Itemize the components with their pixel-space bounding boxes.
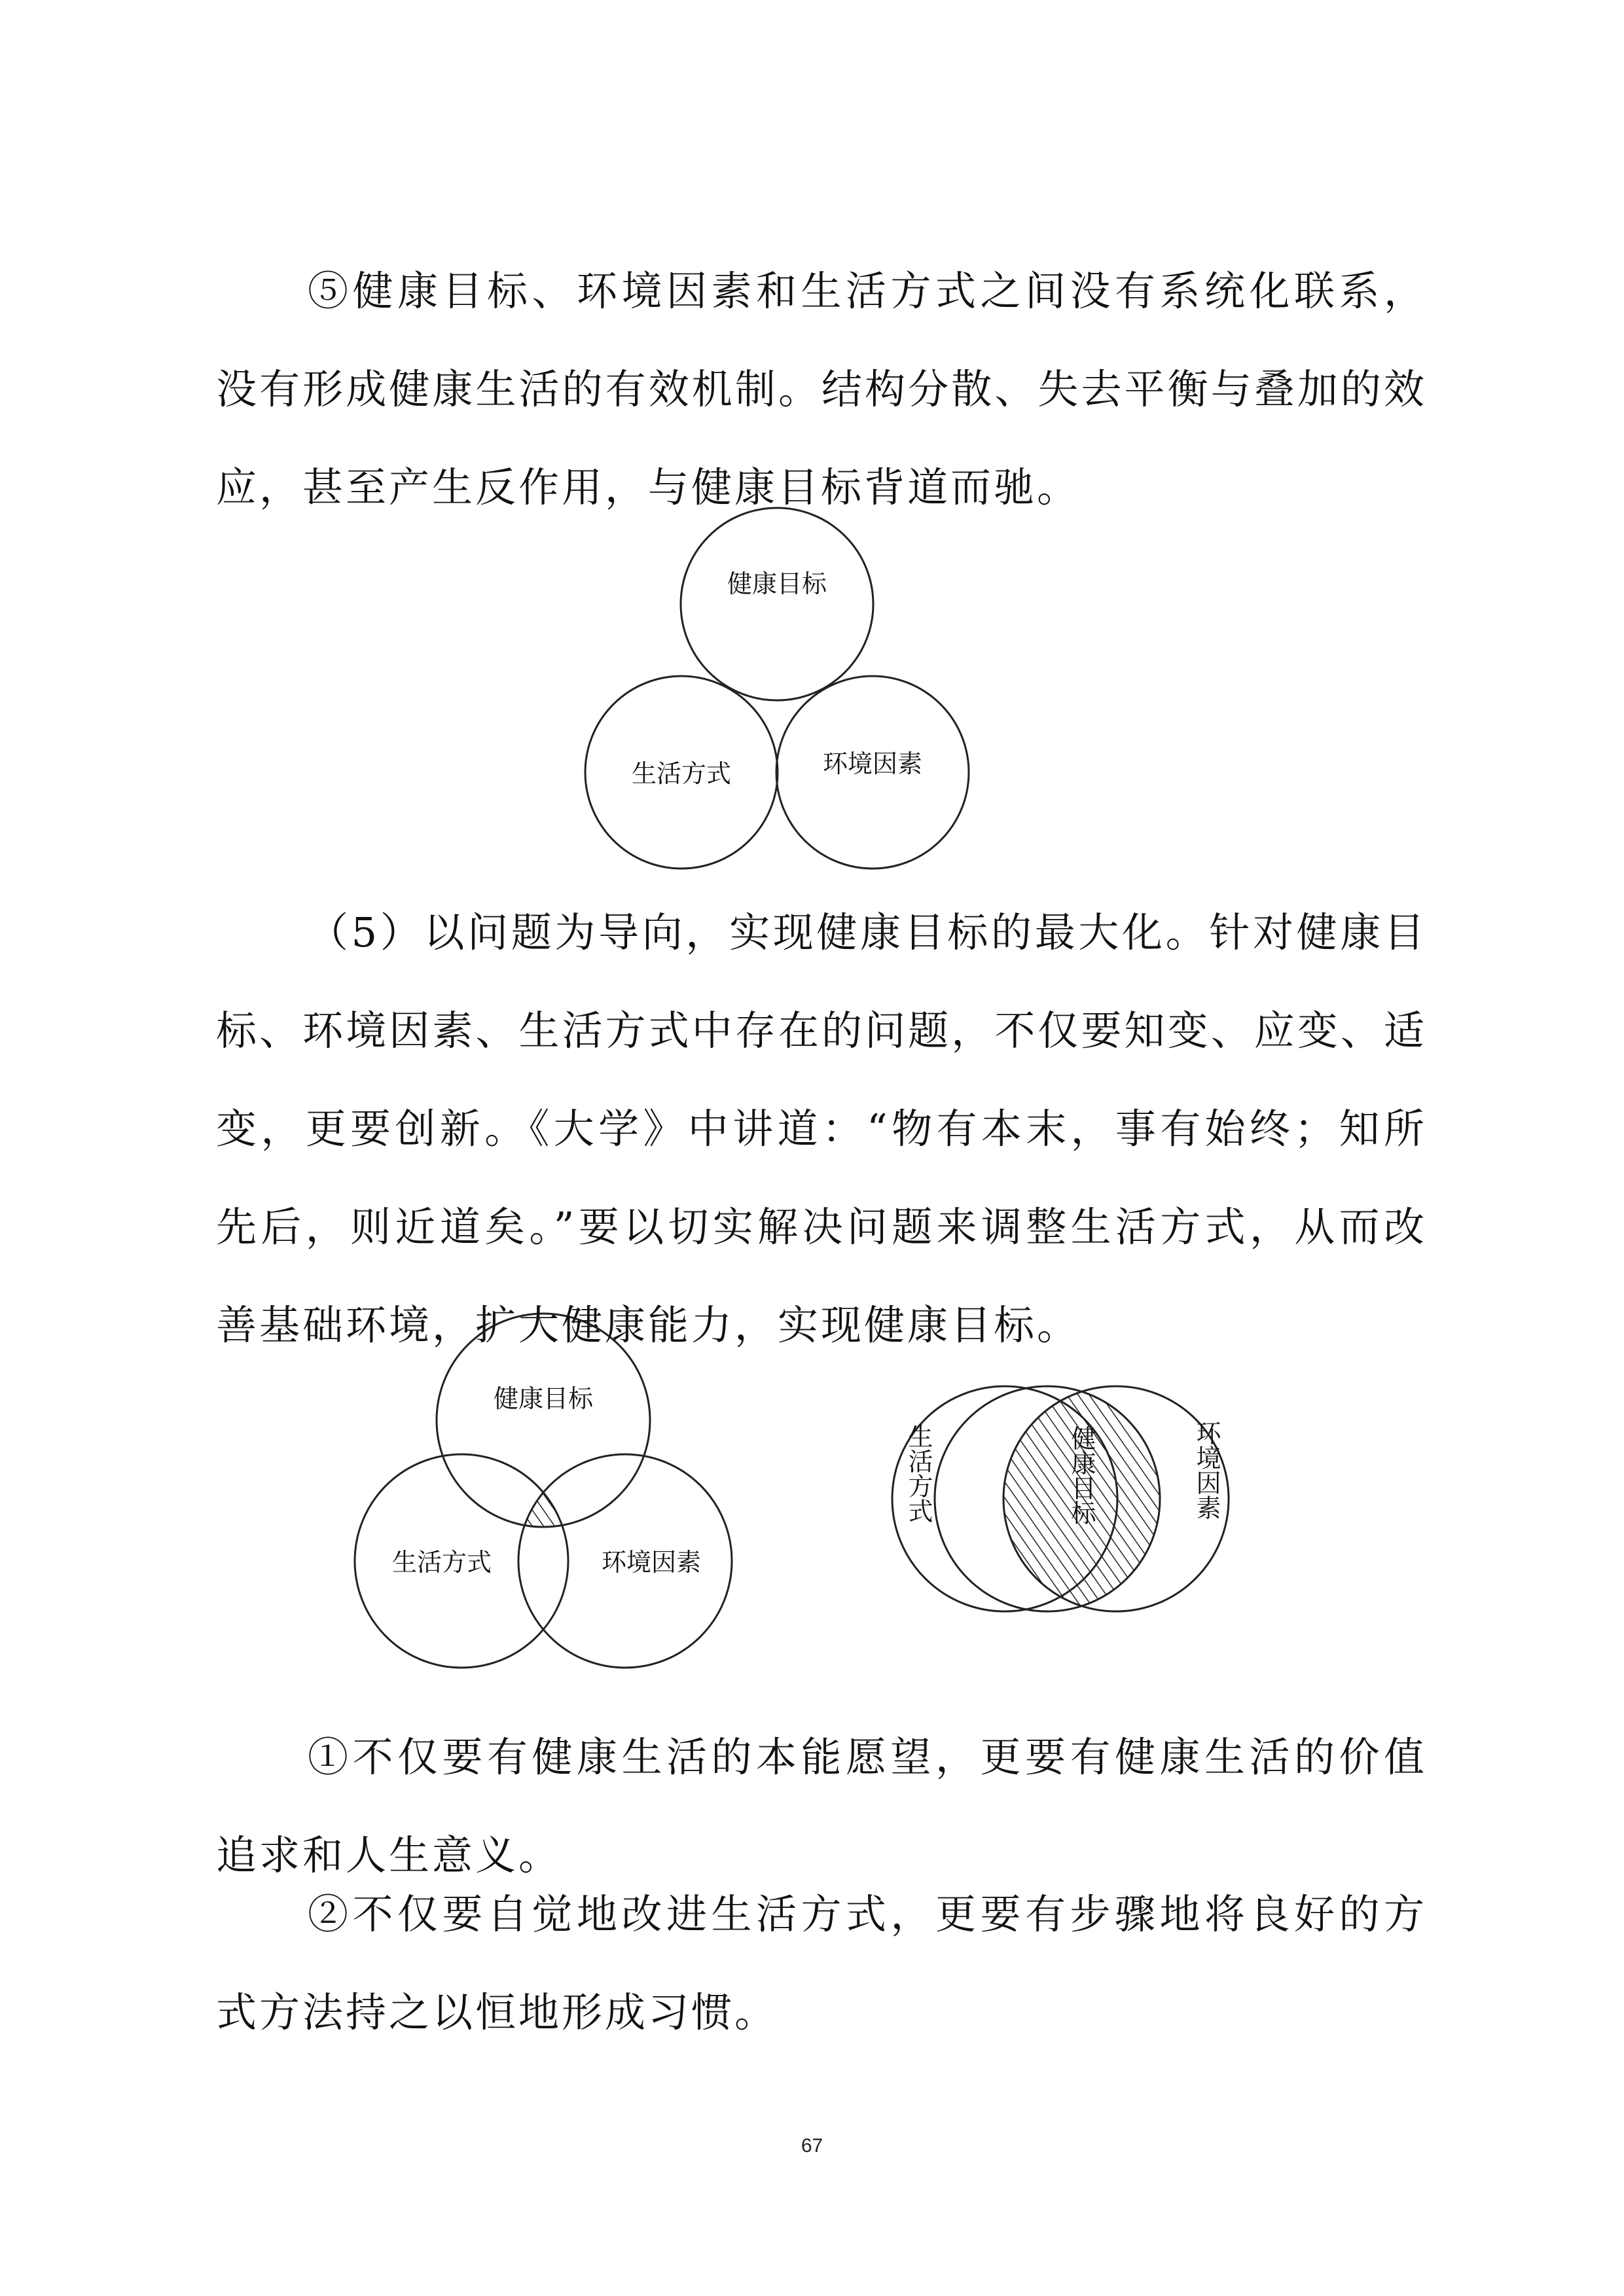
label-environment: 环境因素 xyxy=(822,749,923,778)
label-lifestyle: 生活方式 xyxy=(631,759,732,788)
label-health-goal-3: 健康目标 xyxy=(1067,1426,1096,1525)
label-lifestyle-3: 生活方式 xyxy=(904,1424,933,1523)
paragraph-1: ⑤健康目标、环境因素和生活方式之间没有系统化联系，没有形成健康生活的有效机制。结构分散、失去平衡与叠加的效应，甚至产生反作用，与健康目标背道而驰。 xyxy=(216,267,1427,511)
label-health-goal-2: 健康目标 xyxy=(493,1384,594,1413)
paragraph-2: （5）以问题为导向，实现健康目标的最大化。针对健康目标、环境因素、生活方式中存在的问题，不仅要知变、应变、适变，更要创新。《大学》中讲道：“物有本末，事有始终；知所先后，则近道矣。”要以切实解决问题来调整生活方式，从而改善基础环境，扩大健康能力，实现健康目标。 xyxy=(216,908,1427,1349)
label-environment-2: 环境因素 xyxy=(601,1548,702,1577)
label-environment-3: 环境因素 xyxy=(1192,1420,1221,1520)
label-health-goal: 健康目标 xyxy=(727,569,827,598)
page-number: 67 xyxy=(801,2135,823,2157)
label-lifestyle-2: 生活方式 xyxy=(391,1548,492,1577)
diagram-separate-circles xyxy=(585,508,969,869)
paragraph-3: ①不仅要有健康生活的本能愿望，更要有健康生活的价值追求和人生意义。 xyxy=(216,1733,1427,1879)
circle-health-goal xyxy=(681,508,873,700)
paragraph-4: ②不仅要自觉地改进生活方式，更要有步骤地将良好的方式方法持之以恒地形成习惯。 xyxy=(216,1890,1427,2036)
diagram-horizontal-circles xyxy=(892,1386,1229,1611)
